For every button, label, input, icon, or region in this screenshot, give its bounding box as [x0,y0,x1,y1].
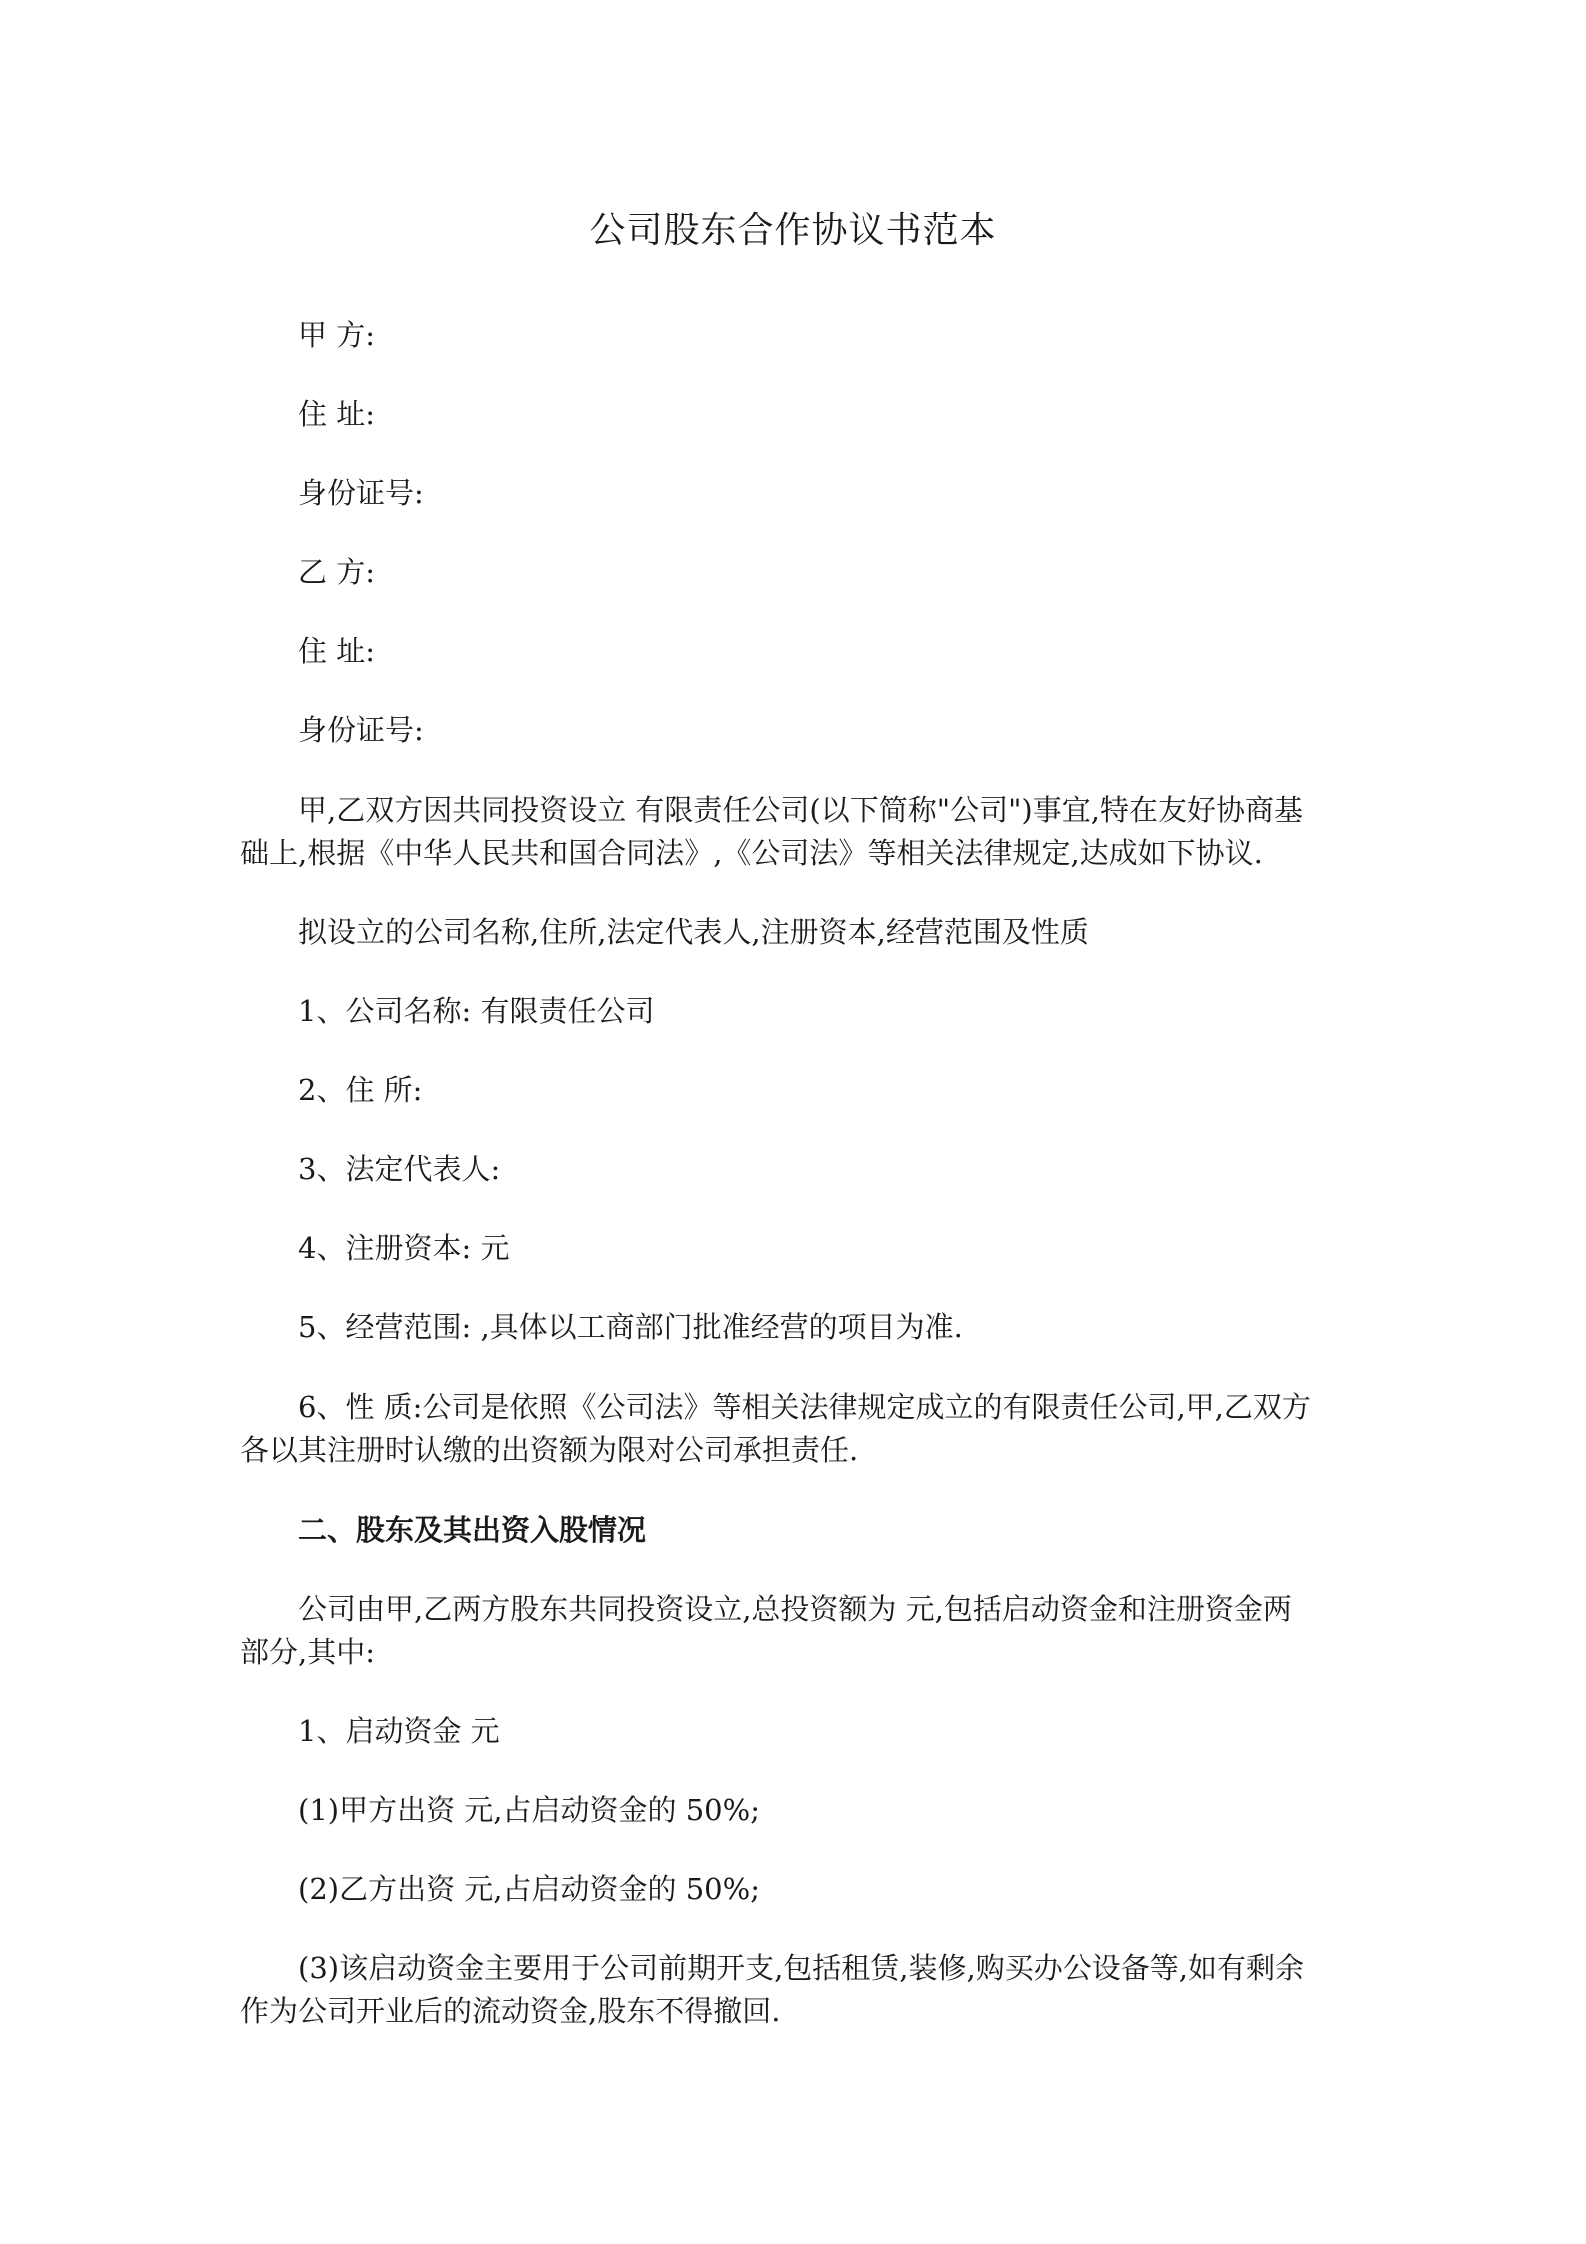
startup-usage-line-2: 作为公司开业后的流动资金,股东不得撤回. [240,1994,781,2028]
party-b-contribution: (2)乙方出资 元,占启动资金的 50%; [298,1872,760,1906]
company-nature-line-2: 各以其注册时认缴的出资额为限对公司承担责任. [240,1433,859,1467]
party-b-address: 住 址: [298,634,375,668]
company-name-item: 1、公司名称: 有限责任公司 [298,994,655,1028]
registered-capital-item: 4、注册资本: 元 [298,1231,510,1265]
party-a-address: 住 址: [298,397,375,431]
party-b-label: 乙 方: [298,555,375,589]
preamble-line-2: 础上,根据《中华人民共和国合同法》,《公司法》等相关法律规定,达成如下协议. [240,836,1263,870]
legal-representative-item: 3、法定代表人: [298,1152,501,1186]
startup-capital-item: 1、启动资金 元 [298,1714,500,1748]
section2-heading: 二、股东及其出资入股情况 [298,1513,647,1547]
company-address-item: 2、住 所: [298,1073,423,1107]
section2-intro-line-2: 部分,其中: [240,1635,375,1669]
party-a-id: 身份证号: [298,476,424,510]
preamble-line-1: 甲,乙双方因共同投资设立 有限责任公司(以下简称"公司")事宜,特在友好协商基 [298,793,1303,827]
party-a-contribution: (1)甲方出资 元,占启动资金的 50%; [298,1793,760,1827]
party-b-id: 身份证号: [298,713,424,747]
party-a-label: 甲 方: [298,318,375,352]
startup-usage-line-1: (3)该启动资金主要用于公司前期开支,包括租赁,装修,购买办公设备等,如有剩余 [298,1951,1304,1985]
section1-intro: 拟设立的公司名称,住所,法定代表人,注册资本,经营范围及性质 [298,915,1089,949]
document-title: 公司股东合作协议书范本 [589,210,997,251]
section2-intro-line-1: 公司由甲,乙两方股东共同投资设立,总投资额为 元,包括启动资金和注册资金两 [298,1592,1292,1626]
company-nature-line-1: 6、性 质:公司是依照《公司法》等相关法律规定成立的有限责任公司,甲,乙双方 [298,1390,1311,1424]
business-scope-item: 5、经营范围: ,具体以工商部门批准经营的项目为准. [298,1310,963,1344]
